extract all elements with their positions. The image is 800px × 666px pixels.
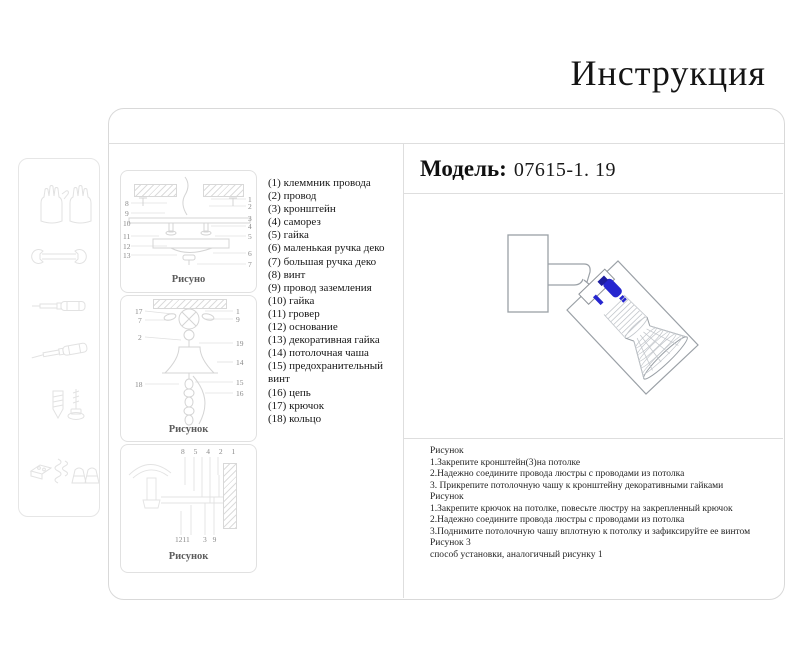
installation-instructions xyxy=(430,446,775,561)
reflector-bulb xyxy=(620,313,690,383)
part-number: 2 xyxy=(138,333,142,342)
part-number: 18 xyxy=(135,380,143,389)
part-item: (6) маленькая ручка деко xyxy=(268,242,385,255)
figure-2-box xyxy=(120,295,257,442)
figure-2-caption: Рисунок xyxy=(168,424,209,435)
wall-plug-and-screw-icon xyxy=(53,389,84,420)
instruction-line: 1.Закрепите кронштейн(3)на потолке xyxy=(430,457,581,468)
instruction-line: 2.Надежно соедините провода люстры с проводами из потолка xyxy=(430,469,685,479)
part-numbers-bottom: 3 9 xyxy=(203,535,219,544)
part-number: 2 xyxy=(248,202,252,211)
instruction-line: Рисунок 3 xyxy=(430,538,471,548)
figure-1-caption: Рисуно xyxy=(171,274,206,285)
part-number: 11 xyxy=(123,232,131,241)
part-item: (15) предохранительный винт xyxy=(268,360,384,386)
part-number: 8 xyxy=(125,199,129,208)
wrench-icon xyxy=(32,250,87,264)
part-number: 12 xyxy=(123,242,131,251)
part-number: 15 xyxy=(236,378,244,387)
fasteners-icon xyxy=(31,459,99,483)
parts-list xyxy=(268,177,402,426)
part-number: 19 xyxy=(236,339,244,348)
instruction-line: Рисунок xyxy=(430,446,464,456)
screwdriver-icon-2 xyxy=(31,343,88,362)
part-item: (18) кольцо xyxy=(268,412,322,425)
part-item: (7) большая ручка деко xyxy=(268,255,377,268)
part-number: 17 xyxy=(135,307,143,316)
part-numbers-bottom: 1211 xyxy=(175,535,190,544)
part-item: (12) основание xyxy=(268,321,338,334)
lamp-holder xyxy=(603,294,649,340)
part-number: 1 xyxy=(236,307,240,316)
part-number: 7 xyxy=(248,260,252,269)
figure-1-box xyxy=(120,170,257,293)
part-item: (3) кронштейн xyxy=(268,203,336,216)
part-number: 14 xyxy=(236,358,244,367)
screwdriver-icon xyxy=(32,302,85,311)
part-item: (11) гровер xyxy=(268,307,320,320)
instruction-line: 1.Закрепите крючок на потолке, повесьте люстру на закрепленный крючок xyxy=(430,503,733,514)
part-item: (13) декоративная гайка xyxy=(268,334,380,347)
part-item: (10) гайка xyxy=(268,294,315,307)
instruction-line: 2.Надежно соедините провода люстры с проводами из потолка xyxy=(430,515,685,525)
figure-3-box xyxy=(120,444,257,573)
part-number: 3 xyxy=(248,214,252,223)
lamp-illustration xyxy=(500,228,715,413)
model-heading xyxy=(420,156,616,182)
part-number: 7 xyxy=(138,316,142,325)
vertical-divider xyxy=(403,143,404,598)
part-number: 4 xyxy=(248,222,252,231)
part-number: 10 xyxy=(123,219,131,228)
part-item: (9) провод заземления xyxy=(268,281,372,294)
part-item: (14) потолочная чаша xyxy=(268,347,369,360)
page-title: Инструкция xyxy=(570,53,766,93)
part-number: 5 xyxy=(248,232,252,241)
part-item: (17) крючок xyxy=(268,399,325,412)
model-number: 07615-1. 19 xyxy=(513,159,616,181)
part-number: 13 xyxy=(123,251,131,260)
part-item: (1) клеммник провода xyxy=(268,177,371,189)
part-number: 9 xyxy=(125,209,129,218)
header-divider xyxy=(108,143,784,144)
part-number: 1 xyxy=(248,195,252,204)
wall-hatch xyxy=(223,463,237,529)
ceiling-hatch xyxy=(203,184,244,197)
part-numbers-top: 8 5 4 2 1 xyxy=(181,447,239,456)
part-item: (4) саморез xyxy=(268,216,321,229)
ceiling-hatch xyxy=(134,184,177,197)
tools-sidebar xyxy=(18,158,100,517)
part-item: (5) гайка xyxy=(268,229,309,242)
part-number: 16 xyxy=(236,389,244,398)
model-divider xyxy=(404,193,783,194)
instruction-line: Рисунок xyxy=(430,492,464,502)
figure-3-caption: Рисунок xyxy=(168,551,209,562)
part-number: 9 xyxy=(236,315,240,324)
part-number: 6 xyxy=(248,249,252,258)
ceiling-hatch xyxy=(153,299,227,309)
part-item: (2) провод xyxy=(268,190,317,203)
model-label: Модель: xyxy=(420,156,507,181)
part-item: (8) винт xyxy=(268,268,306,281)
instruction-line: 3.Поднимите потолочную чашу вплотную к потолку и зафиксируйте ее винтом xyxy=(430,526,751,537)
instruction-line: способ установки, аналогичный рисунку 1 xyxy=(430,549,603,560)
mounting-plate xyxy=(508,235,548,312)
instruction-line: 3. Прикрепите потолочную чашу к кронштейну декоративными гайками xyxy=(430,480,724,491)
spotlight-drawing xyxy=(500,228,715,413)
part-item: (16) цепь xyxy=(268,386,311,399)
gloves-icon xyxy=(41,186,91,224)
tools-icons-drawing xyxy=(19,159,99,516)
illustration-divider xyxy=(404,438,783,439)
